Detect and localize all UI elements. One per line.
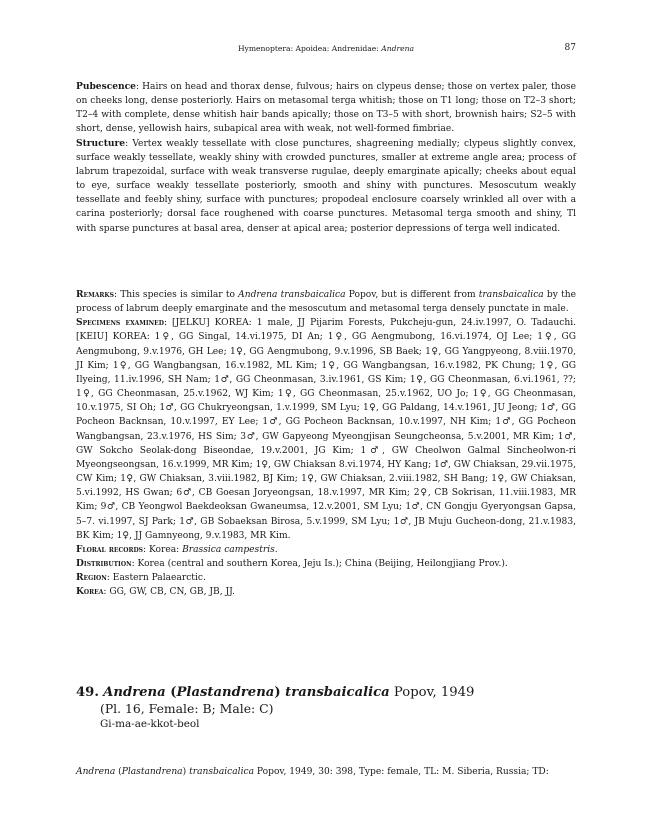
structure-text: : Vertex weakly tessellate with close punctures, shagreening medially; clypeus slightly convex, surface weakly tessellate, weakly shiny with crowded punctures, smaller at extreme angle area; process of labrum trapezoidal, surface with weak transverse rugulae, deeply emarginate apically; cheeks about equal to eye, surface weakly tessellate posteriorly, smooth and shiny with punctures. Mesoscutum weakly tessellate and feebly shiny, surface with punctures; propodeal enclosure coarsely wrinkled all over with a carina posteriorly; dorsal face roughened with coarse punctures. Metasomal terga smooth and shiny, Tl with sparse punctures at basal area, denser at apical area; posterior depressions of terga well indicated. — [76, 138, 576, 234]
records-block — [76, 288, 576, 599]
running-header — [76, 44, 576, 58]
specimens-paragraph — [76, 316, 576, 543]
korean-name: Gi-ma-ae-kkot-beol — [100, 718, 200, 730]
plate-reference: (Pl. 16, Female: B; Male: C) — [100, 701, 274, 716]
floral-records-label: Floral records — [76, 543, 144, 555]
structure-label: Structure — [76, 137, 126, 149]
specimens-label: Specimens examined — [76, 317, 164, 329]
region-label: Region — [76, 572, 107, 584]
structure-paragraph — [76, 137, 576, 236]
distribution-paragraph: Distribution: Korea (central and southern Korea, Jeju Is.); China (Beijing, Heilongjiang Prov.). — [76, 557, 508, 569]
description-block — [76, 80, 576, 236]
running-header-title: Hymenoptera: Apoidea: Andrenidae: Andrena — [237, 44, 415, 53]
pubescence-paragraph — [76, 80, 576, 137]
korea-paragraph: Korea: GG, GW, CB, CN, GB, JB, JJ. — [76, 586, 235, 598]
korea-label: Korea — [76, 586, 104, 598]
pubescence-label: Pubescence — [76, 81, 136, 92]
remarks-paragraph: Remarks: This species is similar to Andrena transbaicalica Popov, but is different from transbaicalica by the process of labrum deeply emarginate and the mesoscutum and metasomal terga densely punctate in male. — [76, 289, 576, 315]
distribution-label: Distribution — [76, 557, 132, 569]
specimens-text: : [JELKU] KOREA: 1 male, JJ Pijarim Forests, Pukcheju-gun, 24.iv.1997, O. Tadauchi. [KEIU] KOREA: 1♀, GG Singal, 14.vi.1975, DI An; 1♀, GG Aengmubong, 16.vi.1974, OJ Lee; 1♀, GG Aengmubong, 9.v.1976, GH Lee; 1♀, GG Aengmubong, 9.v.1996, SB Baek; 1♀, GG Yangpyeong, 8.viii.1970, JI Kim; 1♀, GG Wangbangsan, 16.v.1982, ML Kim; 1♀, GG Wangbangsan, 16.v.1982, PK Chung; 1♀, GG Ilyeing, 11.iv.1996, SH Nam; 1♂, GG Cheonmasan, 3.iv.1961, GS Kim; 1♀, GG Cheonmasan, 6.vi.1961, ??; 1♀, GG Cheonmasan, 25.v.1962, WJ Kim; 1♀, GG Cheonmasan, 25.v.1962, UO Jo; 1♀, GG Cheonmasan, 10.v.1975, SI Oh; 1♂, GG Chukryeongsan, 1.v.1999, SM Lyu; 1♀, GG Paldang, 14.v.1961, JU Jeong; 1♂, GG Pocheon Backnsan, 10.v.1997, EY Lee; 1♂, GG Pocheon Backnsan, 10.v.1997, NH Kim; 1♂, GG Pocheon Wangbangsan, 23.v.1976, HS Sim; 3♂, GW Gapyeong Myeongjisan Seungcheonsa, 5.v.2001, MR Kim; 1♂, GW Sokcho Seolak-dong Biseondae, 19.v.2001, JG Kim; 1♂, GW Cheolwon Galmal Sincheolwon-ri Myeongseongsan, 16.v.1999, MR Kim; 1♀, GW Chiaksan 8.vi.1974, HY Kang; 1♂, GW Chiaksan, 29.vii.1975, CW Kim; 1♀, GW Chiaksan, 3.viii.1982, BJ Kim; 1♀, GW Chiaksan, 2.viii.1982, SH Bang; 1♀, GW Chiaksan, 5.vi.1992, HS Gwan; 6♂, CB Goesan Joryeongsan, 18.v.1997, MR Kim; 2♀, CB Sokrisan, 11.viii.1983, MR Kim; 9♂, CB Yeongwol Baekdeoksan Gwaneumsa, 12.v.2001, SM Lyu; 1♂, CN Gongju Gyeryongsan Gapsa, 5–7. vi.1997, SJ Park; 1♂, GB Sobaeksan Birosa, 5.v.1999, SM Lyu; 1♂, JB Muju Gucheon-dong, 21.v.1983, BK Kim; 1♀, JJ Gamnyeong, 9.v.1983, MR Kim. — [76, 318, 577, 541]
synonymy-line: Andrena (Plastandrena) transbaicalica Popov, 1949, 30: 398, Type: female, TL: M. Siberia, Russia; TD: — [76, 767, 549, 777]
page-number: 87 — [564, 43, 576, 53]
remarks-label: Remarks — [76, 289, 114, 300]
floral-records-paragraph: Floral records: Korea: Brassica campestris. — [76, 543, 278, 555]
species-title: 49. Andrena (Plastandrena) transbaicalica Popov, 1949 — [76, 685, 475, 700]
pubescence-text: : Hairs on head and thorax dense, fulvous; hairs on clypeus dense; those on vertex paler, those on cheeks long, dense posteriorly. Hairs on metasomal terga whitish; those on T1 long; those on T2–3 short; T2–4 with complete, dense whitish hair bands apically; those on T3–5 with short, brownish hairs; S2–5 with short, dense, yellowish hairs, subapical area with weak, not well-formed fimbriae. — [76, 82, 576, 135]
species-heading — [76, 684, 576, 731]
region-paragraph: Region: Eastern Palaearctic. — [76, 572, 206, 584]
